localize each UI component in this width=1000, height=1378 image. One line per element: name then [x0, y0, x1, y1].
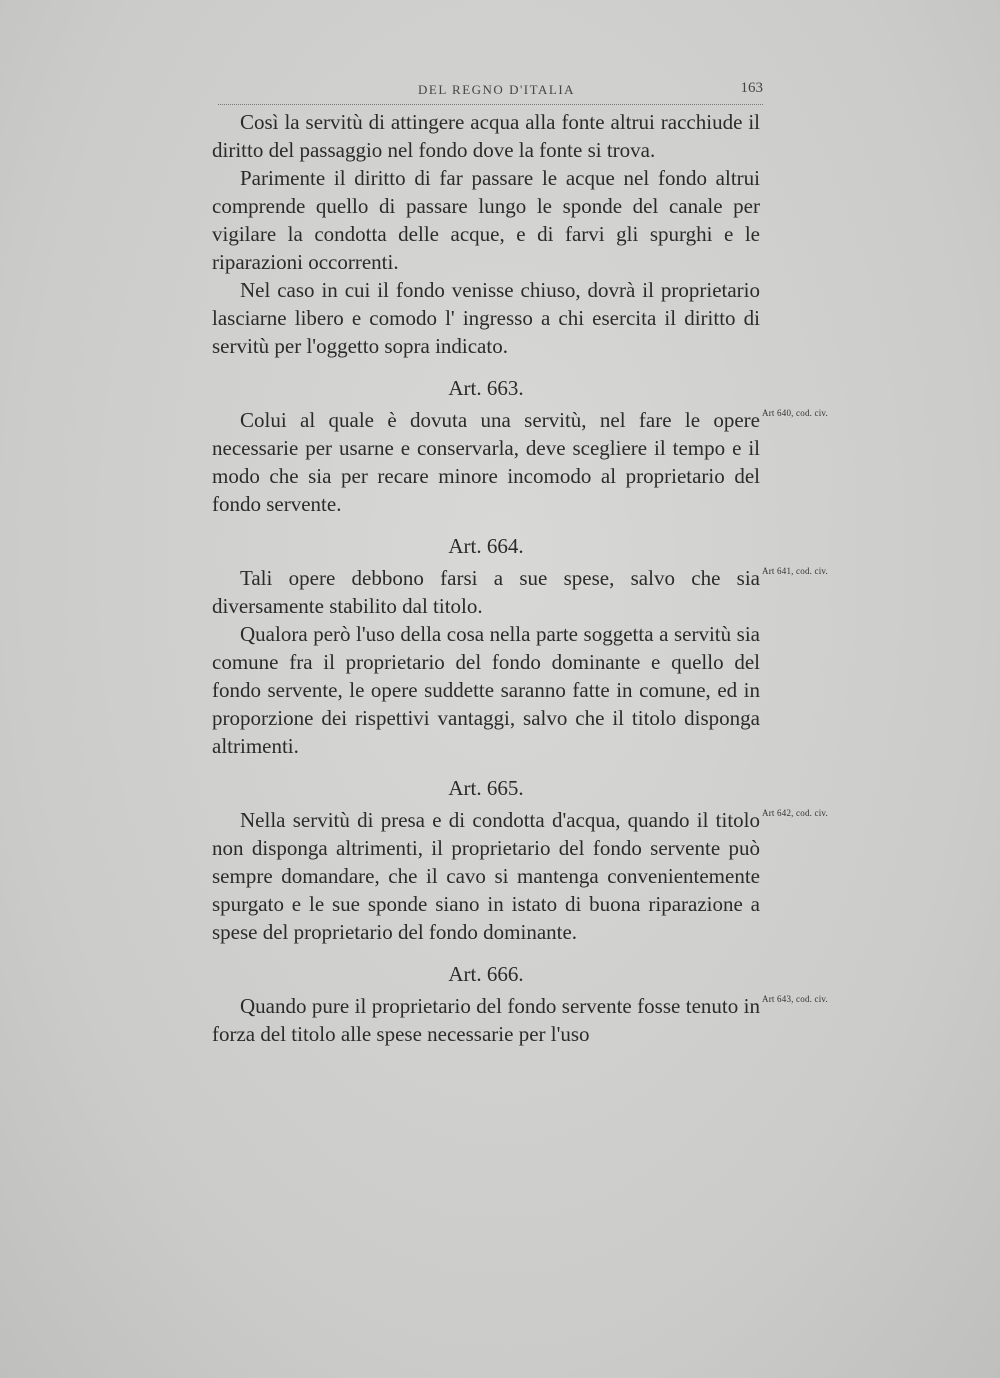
body-text — [212, 108, 829, 1048]
page-header — [218, 74, 763, 105]
article-666 — [212, 960, 829, 1048]
paragraph: Qualora però l'uso della cosa nella parte soggetta a servitù sia comune fra il proprietario del fondo dominante e quello del fondo servente, le opere suddette saranno fatte in comune, ed in proporzione dei rispettivi vantaggi, salvo che il titolo disponga altrimenti. — [212, 622, 760, 758]
article-heading: Art. 665. — [448, 776, 524, 800]
article-665 — [212, 774, 829, 946]
article-heading: Art. 666. — [448, 962, 524, 986]
paragraph: Colui al quale è dovuta una servitù, nel fare le opere necessarie per usarne e conservarla, deve scegliere il tempo e il modo che sia per recare minore incomodo al proprietario del fondo servente. — [212, 408, 760, 516]
margin-note: Art 640, cod. civ. — [762, 408, 829, 418]
paragraph: Parimente il diritto di far passare le acque nel fondo altrui comprende quello di passare lungo le sponde del canale per vigilare la condotta delle acque, e di farvi gli spurghi e le riparazioni occorrenti. — [212, 166, 760, 274]
paragraph: Così la servitù di attingere acqua alla fonte altrui racchiude il diritto del passaggio nel fondo dove la fonte si trova. — [212, 110, 760, 162]
margin-note: Art 642, cod. civ. — [762, 808, 829, 818]
margin-note: Art 641, cod. civ. — [762, 566, 829, 576]
margin-note: Art 643, cod. civ. — [762, 994, 829, 1004]
paragraph: Nel caso in cui il fondo venisse chiuso, dovrà il proprietario lasciarne libero e comodo l' ingresso a chi esercita il diritto di servitù per l'oggetto sopra indicato. — [212, 278, 760, 358]
paragraph: Nella servitù di presa e di condotta d'acqua, quando il titolo non disponga altrimenti, il proprietario del fondo servente può sempre domandare, che il cavo si mantenga convenientemente spurgato e le sue sponde siano in istato di buona riparazione a spese del proprietario del fondo dominante. — [212, 808, 760, 944]
page-number: 163 — [740, 80, 763, 96]
article-heading: Art. 664. — [448, 534, 524, 558]
paragraph: Quando pure il proprietario del fondo servente fosse tenuto in forza del titolo alle spese necessarie per l'uso — [212, 994, 760, 1046]
article-663 — [212, 374, 829, 518]
running-title: DEL REGNO D'ITALIA — [418, 82, 576, 97]
article-heading: Art. 663. — [448, 376, 524, 400]
article-664 — [212, 532, 829, 760]
paragraph: Tali opere debbono farsi a sue spese, salvo che sia diversamente stabilito dal titolo. — [212, 566, 760, 618]
